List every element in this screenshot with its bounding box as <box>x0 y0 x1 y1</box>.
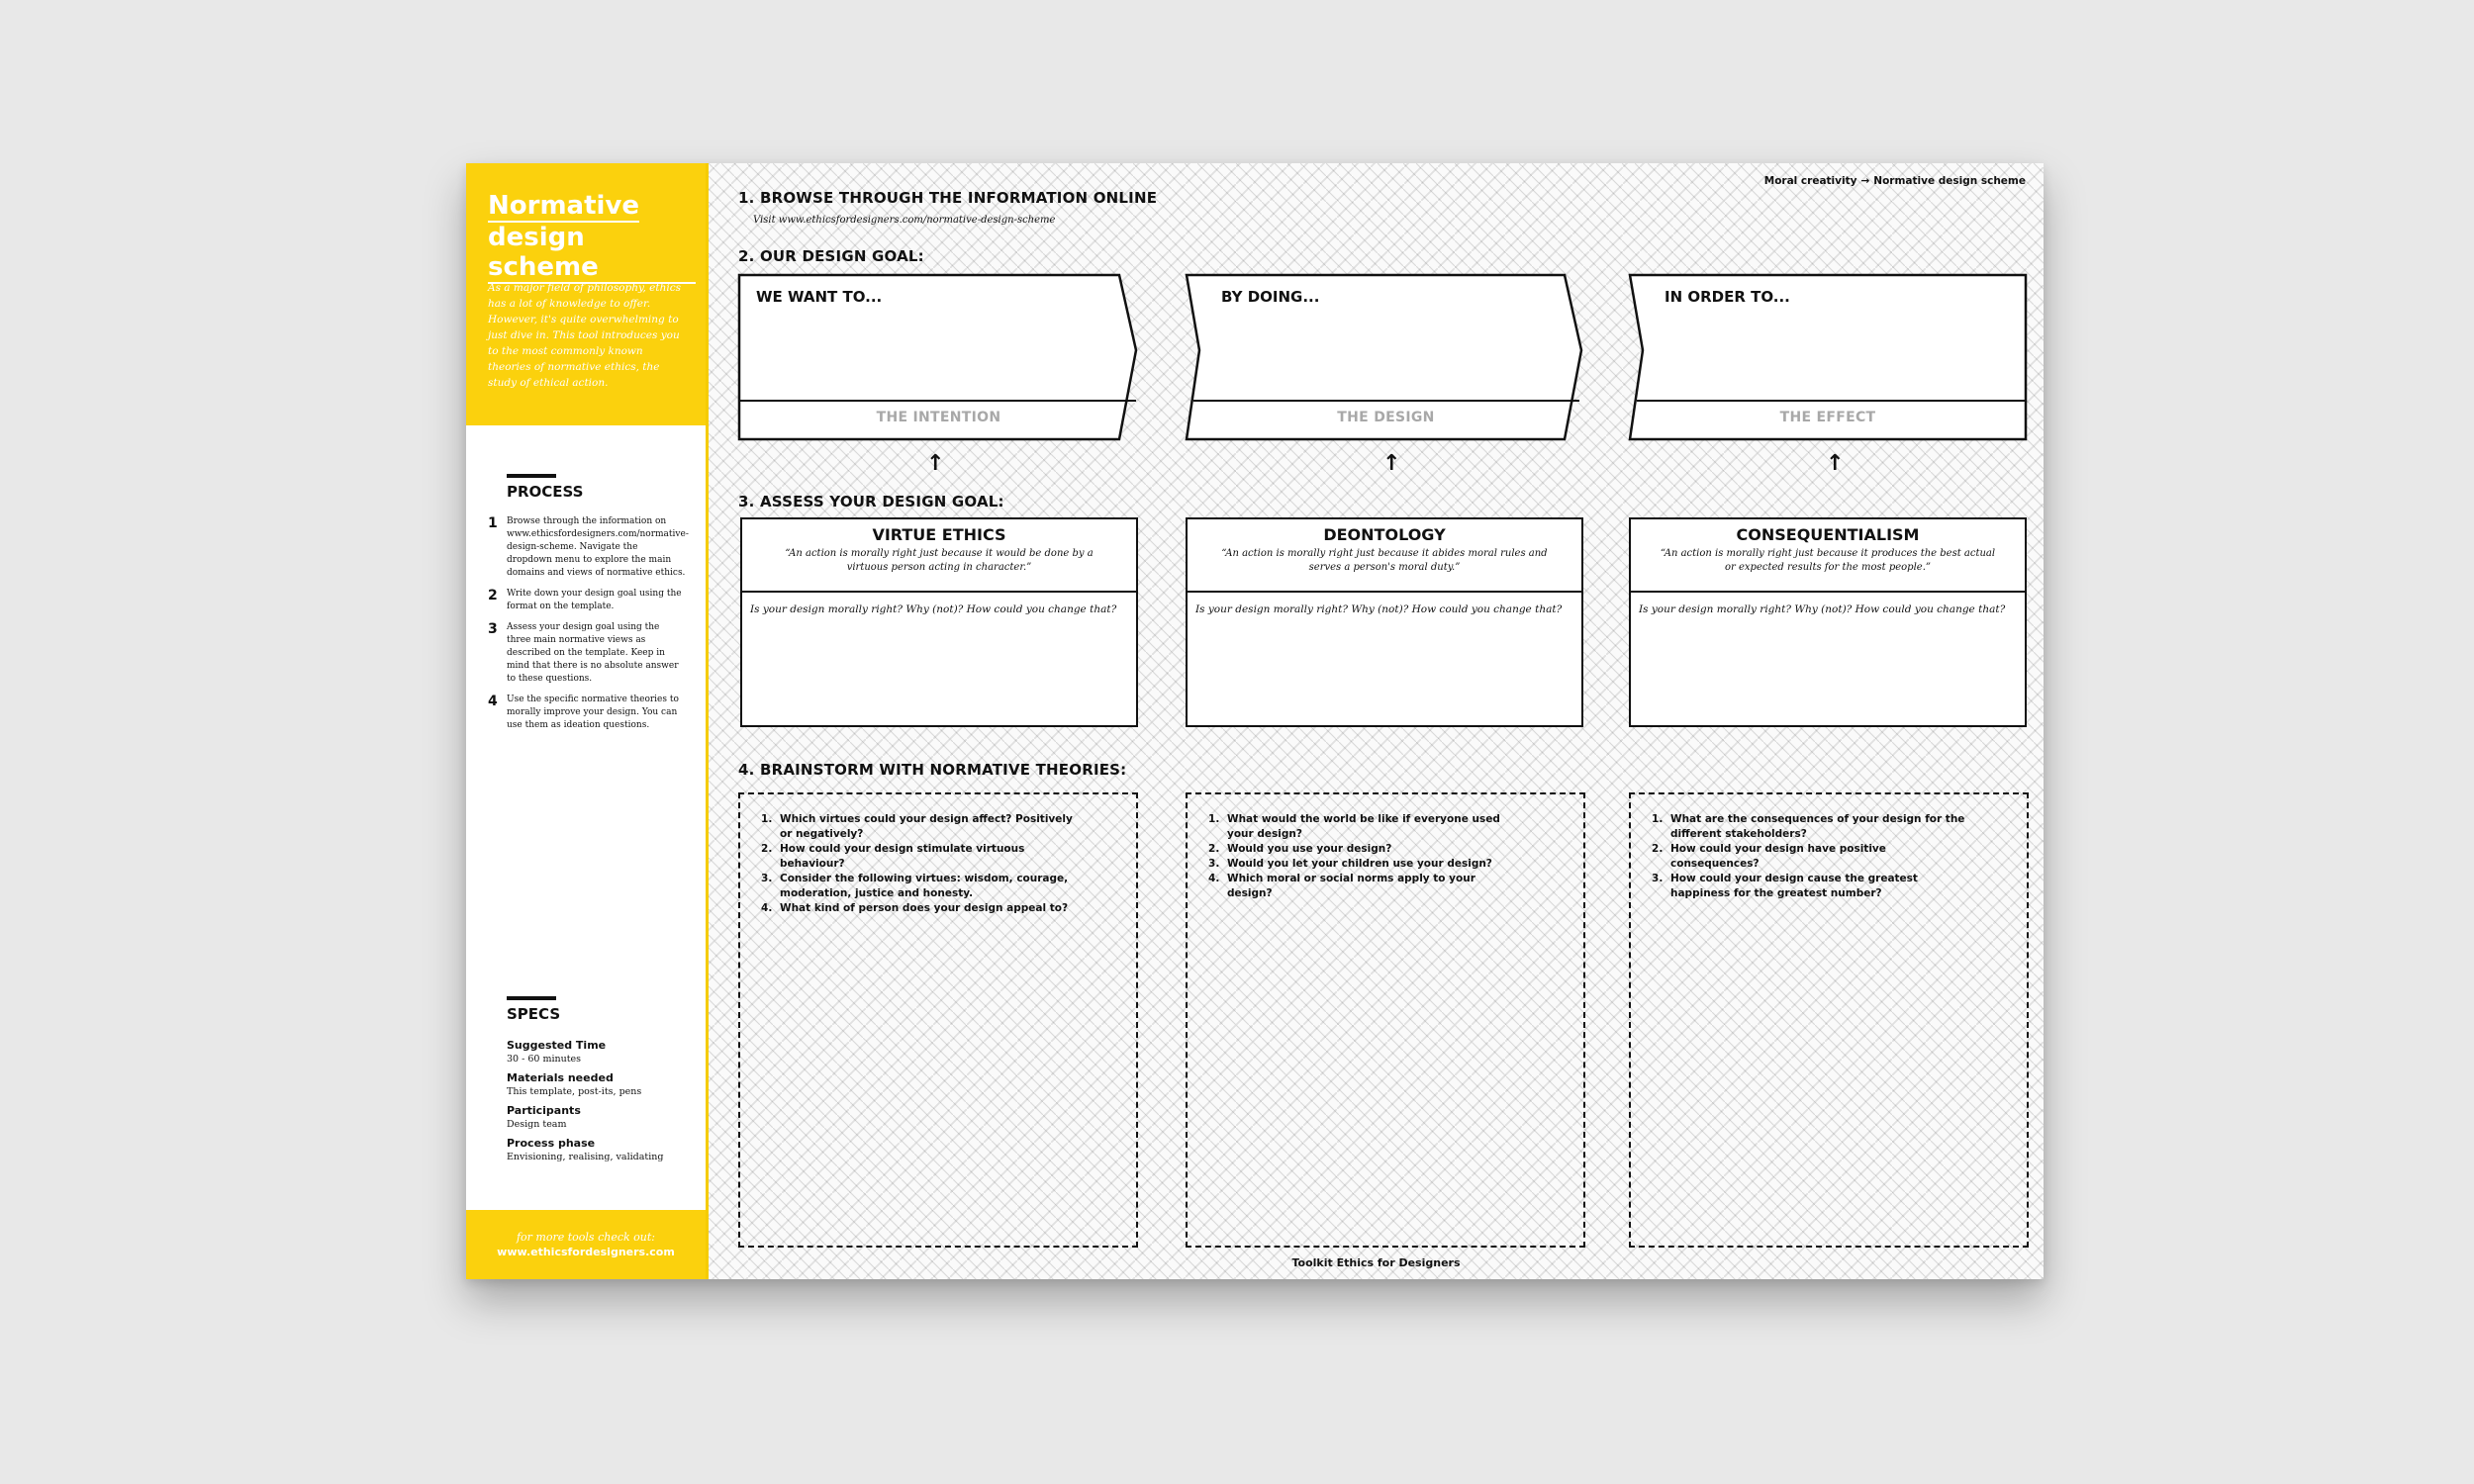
specs-heading: SPECS <box>507 1005 561 1023</box>
list-item: 2. Would you use your design? <box>1223 842 1524 857</box>
arrow-up-icon: ↑ <box>926 451 945 476</box>
list-item: 3. Would you let your children use your design? <box>1223 857 1524 872</box>
intro-text: As a major field of philosophy, ethics has a lot of knowledge to offer. However, it's quite overwhelming to just dive in. This tool introduces you to the most commonly known theories of normative ethics, the study of ethical action. <box>488 282 681 389</box>
assess-question: Is your design morally right? Why (not)? How could you change that? <box>1195 603 1563 615</box>
step-text: Browse through the information on www.ethicsfordesigners.com/normative-design-scheme. Navigate the dropdown menu to explore the main domains and views of normative ethics. <box>507 516 689 578</box>
spec-key: Materials needed <box>507 1071 614 1084</box>
goal-sublabel: THE DESIGN <box>1337 410 1435 425</box>
step-number: 1 <box>488 515 498 531</box>
process-step <box>488 694 686 732</box>
assess-quote: “An action is morally right just because it abides moral rules and serves a person's moral duty.” <box>1221 548 1548 573</box>
breadcrumb-current: Normative design scheme <box>1873 175 2026 187</box>
list-item: 3. How could your design cause the greatest happiness for the greatest number? <box>1666 872 1967 901</box>
spec-value: Design team <box>507 1119 567 1130</box>
assess-quote: “An action is morally right just because it produces the best actual or expected results for the most people.” <box>1660 548 1996 573</box>
assess-header <box>1631 519 2025 593</box>
assess-title: CONSEQUENTIALISM <box>1736 525 1920 544</box>
visit-url-text: Visit www.ethicsfordesigners.com/normative-design-scheme <box>753 215 1056 226</box>
brainstorm-questions <box>1188 812 1583 901</box>
footer-tagline: for more tools check out: <box>516 1231 655 1244</box>
spec-key: Suggested Time <box>507 1039 607 1052</box>
goal-sublabel: THE INTENTION <box>876 410 1001 425</box>
title-line-1: Normative <box>488 191 640 221</box>
section-2-heading: 2. OUR DESIGN GOAL: <box>738 247 924 265</box>
step-number: 2 <box>488 588 498 603</box>
template-area <box>709 163 2044 1279</box>
process-step <box>488 515 689 580</box>
section-3-heading: 3. ASSESS YOUR DESIGN GOAL: <box>738 493 1004 510</box>
specs-rule <box>507 996 556 1000</box>
sidebar-header <box>466 163 706 425</box>
assess-header <box>742 519 1136 593</box>
arrow-right-icon: → <box>1860 175 1870 187</box>
list-item: 2. How could your design stimulate virtuous behaviour? <box>776 842 1077 872</box>
process-step <box>488 621 686 686</box>
section-4-heading: 4. BRAINSTORM WITH NORMATIVE THEORIES: <box>738 761 1127 779</box>
goal-box-effect[interactable] <box>1629 274 2027 440</box>
spec-key: Participants <box>507 1104 581 1117</box>
template-sheet <box>466 163 2044 1279</box>
goal-box-intention[interactable] <box>738 274 1139 440</box>
spec-key: Process phase <box>507 1137 596 1150</box>
goal-label: IN ORDER TO... <box>1665 288 1790 306</box>
arrow-up-icon: ↑ <box>1382 451 1401 476</box>
brainstorm-questions <box>740 812 1136 916</box>
step-number: 4 <box>488 694 498 709</box>
toolkit-footer: Toolkit Ethics for Designers <box>1291 1256 1461 1269</box>
page-title <box>488 189 696 284</box>
list-item: 1. Which virtues could your design affect? Positively or negatively? <box>776 812 1077 842</box>
assess-question: Is your design morally right? Why (not)? How could you change that? <box>1639 603 2006 615</box>
goal-label: BY DOING... <box>1221 288 1320 306</box>
step-text: Use the specific normative theories to morally improve your design. You can use them as ideation questions. <box>507 695 679 730</box>
footer-website-link[interactable]: www.ethicsfordesigners.com <box>497 1246 675 1258</box>
section-1-heading: 1. BROWSE THROUGH THE INFORMATION ONLINE <box>738 189 1158 207</box>
sidebar-footer <box>466 1210 706 1279</box>
title-line-2: design scheme <box>488 223 696 284</box>
assess-header <box>1188 519 1581 593</box>
brainstorm-box-consequentialism[interactable] <box>1629 792 2029 1248</box>
list-item: 4. What kind of person does your design appeal to? <box>776 901 1077 916</box>
assess-box-virtue-ethics[interactable] <box>740 517 1138 727</box>
goal-label: WE WANT TO... <box>756 288 883 306</box>
list-item: 3. Consider the following virtues: wisdom, courage, moderation, justice and honesty. <box>776 872 1077 901</box>
assess-quote: “An action is morally right just because it would be done by a virtuous person acting in character.” <box>785 548 1094 573</box>
brainstorm-questions <box>1631 812 2027 901</box>
step-text: Write down your design goal using the format on the template. <box>507 589 682 611</box>
process-rule <box>507 474 556 478</box>
step-number: 3 <box>488 621 498 637</box>
goal-box-design[interactable] <box>1186 274 1586 440</box>
process-step <box>488 588 686 613</box>
assess-box-consequentialism[interactable] <box>1629 517 2027 727</box>
assess-question: Is your design morally right? Why (not)? How could you change that? <box>750 603 1117 615</box>
spec-value: 30 - 60 minutes <box>507 1054 582 1065</box>
step-text: Assess your design goal using the three main normative views as described on the template. Keep in mind that there is no absolute answer to these questions. <box>507 622 679 684</box>
spec-value: Envisioning, realising, validating <box>507 1152 664 1162</box>
list-item: 1. What are the consequences of your design for the different stakeholders? <box>1666 812 1967 842</box>
process-steps <box>488 515 689 740</box>
breadcrumb <box>1764 175 2026 187</box>
list-item: 2. How could your design have positive consequences? <box>1666 842 1967 872</box>
sidebar <box>466 163 709 1279</box>
assess-title: DEONTOLOGY <box>1323 525 1446 544</box>
goal-sublabel: THE EFFECT <box>1779 410 1876 425</box>
breadcrumb-parent: Moral creativity <box>1763 175 1857 187</box>
specs-list <box>507 1035 695 1165</box>
arrow-up-icon: ↑ <box>1826 451 1845 476</box>
assess-box-deontology[interactable] <box>1186 517 1583 727</box>
list-item: 4. Which moral or social norms apply to your design? <box>1223 872 1524 901</box>
process-heading: PROCESS <box>507 483 584 501</box>
list-item: 1. What would the world be like if everyone used your design? <box>1223 812 1524 842</box>
brainstorm-box-virtue[interactable] <box>738 792 1138 1248</box>
assess-title: VIRTUE ETHICS <box>872 525 1006 544</box>
brainstorm-box-deontology[interactable] <box>1186 792 1585 1248</box>
spec-value: This template, post-its, pens <box>507 1086 642 1097</box>
